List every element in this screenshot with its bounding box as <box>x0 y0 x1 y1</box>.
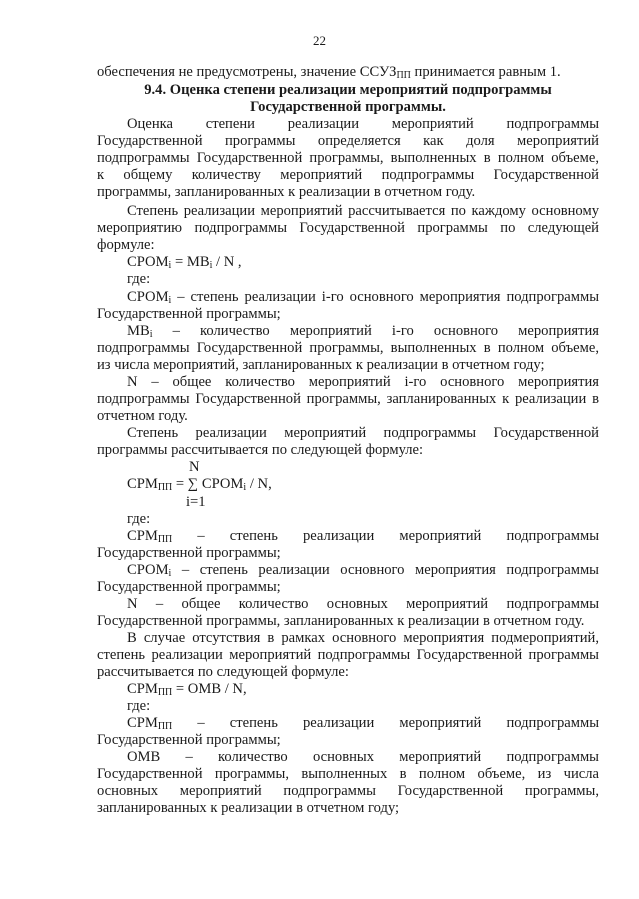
sum-upper-limit: N <box>189 459 200 475</box>
definition-line: Государственной программы; <box>97 579 281 595</box>
formula-2: $СРМ_{ПП}$ = ∑ $СРОМ_i$ / N, <box>127 476 272 493</box>
definition-line: подпрограммы Государственной программы, выполненных в полном объеме, <box>97 340 599 356</box>
definition-line: Государственной программы; <box>97 545 281 561</box>
definition-line: N – общее количество основных мероприятий подпрограммы <box>127 596 599 612</box>
definition-line: Государственной программы, выполненных в полном объеме, из числа <box>97 766 599 782</box>
definition-line: Государственной программы; <box>97 306 281 322</box>
section-heading: 9.4. Оценка степени реализации мероприятий подпрограммы <box>144 82 552 98</box>
definition-line: из числа мероприятий, запланированных к реализации в отчетном году; <box>97 357 545 373</box>
sum-lower-limit: i=1 <box>186 494 206 510</box>
paragraph-line: подпрограммы Государственной программы, выполненных в полном объеме, <box>97 150 599 166</box>
paragraph-line: В случае отсутствия в рамках основного мероприятия подмероприятий, <box>127 630 599 646</box>
definition-line: $МВ_i$ – количество мероприятий i-го основного мероприятия <box>127 323 599 340</box>
definition-line: подпрограммы Государственной программы, запланированных к реализации в <box>97 391 599 407</box>
definition-line: $СРМ_{ПП}$ – степень реализации мероприятий подпрограммы <box>127 528 599 545</box>
paragraph-line: программы, запланированных к реализации в отчетном году. <box>97 184 476 200</box>
paragraph-line: Государственной программы определяется как доля мероприятий <box>97 133 599 149</box>
formula-3: $СРМ_{ПП}$ = ОМВ / N, <box>127 681 247 698</box>
formula-1: $СРОМ_i = МВ_i / N$ , <box>127 254 242 271</box>
where-label: где: <box>127 698 151 714</box>
where-label: где: <box>127 511 151 527</box>
where-label: где: <box>127 271 151 287</box>
paragraph-line: программы рассчитывается по следующей формуле: <box>97 442 424 458</box>
definition-line: отчетном году. <box>97 408 188 424</box>
paragraph-line: мероприятию подпрограммы Государственной программы по следующей <box>97 220 599 236</box>
section-heading: Государственной программы. <box>250 99 446 115</box>
paragraph-line: к общему количеству мероприятий подпрограммы Государственной <box>97 167 599 183</box>
definition-line: N – общее количество мероприятий i-го основного мероприятия <box>127 374 599 390</box>
definition-line: $СРОМ_i$ – степень реализации основного мероприятия подпрограммы <box>127 562 599 579</box>
paragraph-line: Степень реализации мероприятий рассчитывается по каждому основному <box>127 203 599 219</box>
definition-line: Государственной программы; <box>97 732 281 748</box>
paragraph-line: рассчитывается по следующей формуле: <box>97 664 349 680</box>
definition-line: ОМВ – количество основных мероприятий подпрограммы <box>127 749 599 765</box>
definition-line: $СРОМ_i$ – степень реализации i-го основного мероприятия подпрограммы <box>127 289 599 306</box>
definition-line: Государственной программы, запланированных к реализации в отчетном году. <box>97 613 585 629</box>
page-number: 22 <box>313 33 326 48</box>
paragraph-line: Оценка степени реализации мероприятий подпрограммы <box>127 116 599 132</box>
definition-line: запланированных к реализации в отчетном году; <box>97 800 400 816</box>
text-line: обеспечения не предусмотрены, значение $ССУЗ_{ПП}$ принимается равным 1. <box>97 64 561 81</box>
paragraph-line: степень реализации мероприятий подпрограммы Государственной программы <box>97 647 599 663</box>
definition-line: основных мероприятий подпрограммы Государственной программы, <box>97 783 599 799</box>
paragraph-line: Степень реализации мероприятий подпрограммы Государственной <box>127 425 599 441</box>
definition-line: $СРМ_{ПП}$ – степень реализации мероприятий подпрограммы <box>127 715 599 732</box>
paragraph-line: формуле: <box>97 237 155 253</box>
